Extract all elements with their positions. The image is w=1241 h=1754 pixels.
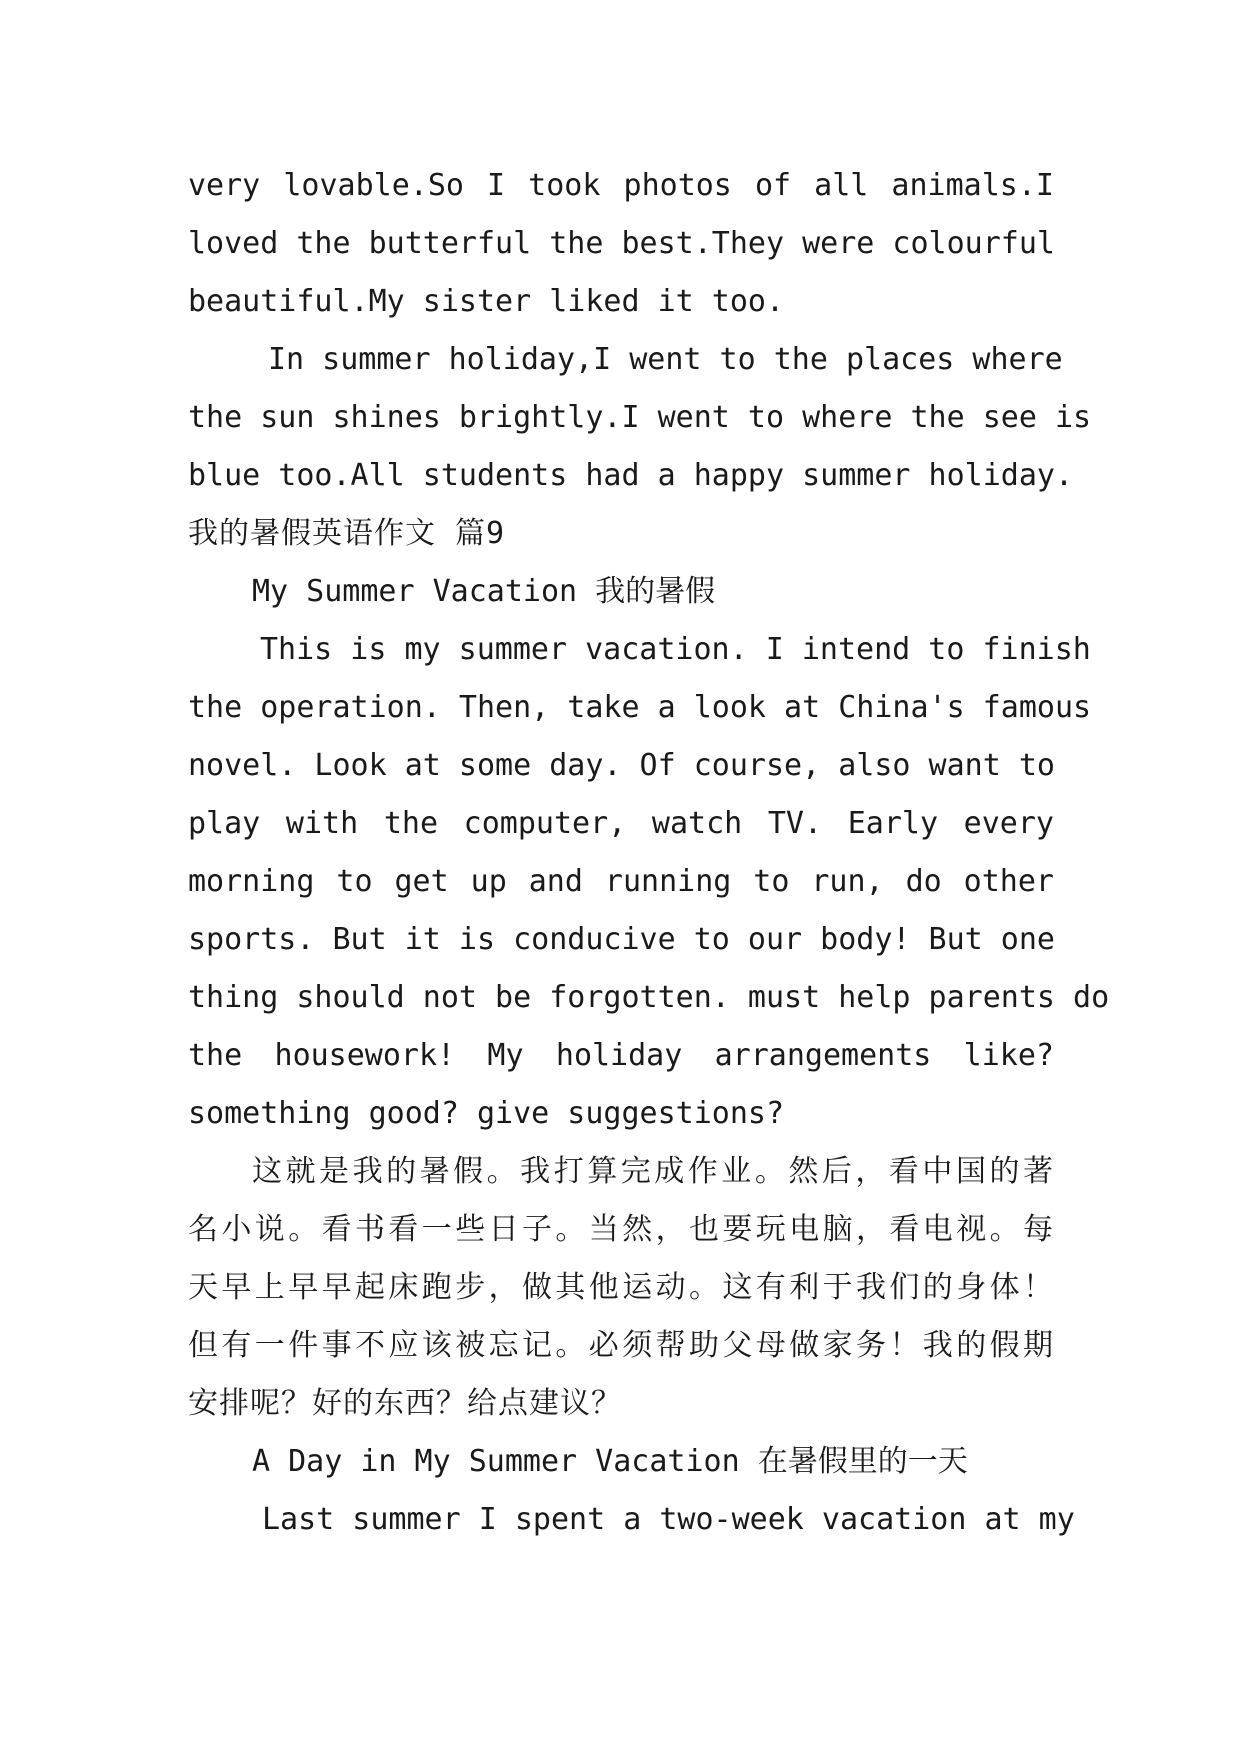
paragraph-first-line: 这就是我的暑假。我打算完成作业。然后，看中国的著 (252, 1154, 1054, 1189)
text-line: 安排呢？好的东西？给点建议？ (188, 1386, 622, 1421)
text-line: the sun shines brightly.I went to where the see is (188, 400, 1092, 435)
text-line: novel. Look at some day. Of course, also want to (188, 748, 1055, 783)
text-line: the housework! My holiday arrangements like? (188, 1038, 1054, 1073)
paragraph-first-line: In summer holiday,I went to the places where (268, 342, 1063, 377)
text-line: 天早上早早起床跑步，做其他运动。这有利于我们的身体！ (188, 1270, 1054, 1305)
text-line: blue too.All students had a happy summer holiday. (188, 458, 1074, 493)
text-line: 但有一件事不应该被忘记。必须帮助父母做家务！我的假期 (188, 1328, 1054, 1363)
text-line: something good? give suggestions? (188, 1096, 785, 1131)
paragraph-first-line: This is my summer vacation. I intend to finish (260, 632, 1091, 667)
text-line: thing should not be forgotten. must help parents do (188, 980, 1110, 1015)
text-line: 名小说。看书看一些日子。当然，也要玩电脑，看电视。每 (188, 1212, 1054, 1247)
text-line: beautiful.My sister liked it too. (188, 284, 785, 319)
paragraph-first-line: Last summer I spent a two-week vacation at my (262, 1502, 1075, 1537)
text-line: morning to get up and running to run, do other (188, 864, 1054, 899)
subheading: A Day in My Summer Vacation 在暑假里的一天 (252, 1444, 968, 1479)
text-line: sports. But it is conducive to our body! But one (188, 922, 1055, 957)
text-line: play with the computer, watch TV. Early every (188, 806, 1054, 841)
text-line: loved the butterful the best.They were colourful (188, 226, 1055, 261)
section-heading: 我的暑假英语作文 篇9 (188, 516, 506, 551)
text-line: the operation. Then, take a look at China's famous (188, 690, 1092, 725)
subheading: My Summer Vacation 我的暑假 (252, 574, 716, 609)
text-line: very lovable.So I took photos of all animals.I (188, 168, 1054, 203)
